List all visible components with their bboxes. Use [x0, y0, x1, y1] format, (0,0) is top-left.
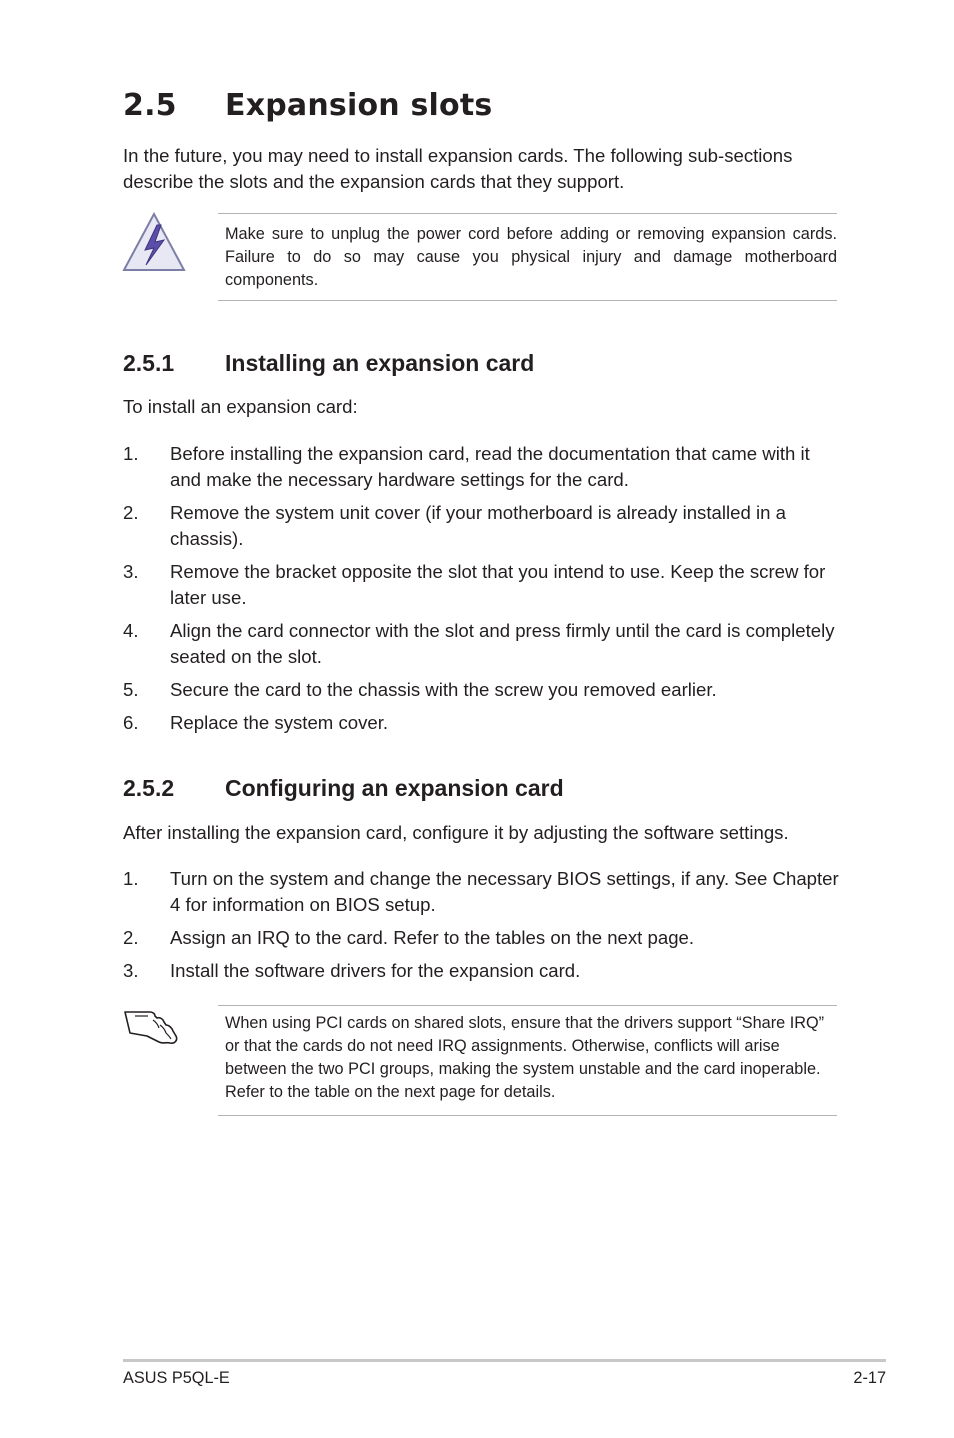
step-number: 6. [123, 712, 139, 733]
warning-note-text: Make sure to unplug the power cord before adding or removing expansion cards. Failure to do so may cause you physical injury and damage motherboard components. [225, 225, 837, 289]
subsection-title: Installing an expansion card [225, 350, 535, 376]
list-item [123, 677, 843, 703]
install-lead-text: To install an expansion card: [123, 396, 358, 417]
footer-divider [123, 1359, 886, 1362]
step-text: Turn on the system and change the necessary BIOS settings, if any. See Chapter 4 for information on BIOS setup. [170, 868, 839, 915]
step-number: 2. [123, 927, 139, 948]
warning-note [218, 213, 837, 301]
list-item [123, 925, 843, 951]
list-item [123, 958, 843, 984]
subsection-heading-configuring [123, 775, 564, 802]
step-number: 4. [123, 620, 139, 641]
step-text: Replace the system cover. [170, 712, 389, 733]
pointing-hand-icon [122, 1003, 182, 1052]
step-text: Remove the bracket opposite the slot that you intend to use. Keep the screw for later use. [170, 561, 826, 608]
step-number: 1. [123, 443, 139, 464]
step-text: Assign an IRQ to the card. Refer to the tables on the next page. [170, 927, 695, 948]
step-text: Secure the card to the chassis with the screw you removed earlier. [170, 679, 717, 700]
list-item [123, 866, 843, 918]
subsection-number: 2.5.1 [123, 350, 175, 376]
step-number: 5. [123, 679, 139, 700]
list-item [123, 618, 843, 670]
list-item [123, 500, 843, 552]
step-text: Install the software drivers for the expansion card. [170, 960, 581, 981]
hand-note [218, 1005, 837, 1116]
warning-lightning-icon [122, 212, 186, 277]
list-item [123, 710, 843, 736]
step-text: Before installing the expansion card, read the documentation that came with it and make the necessary hardware settings for the card. [170, 443, 810, 490]
configure-lead-text: After installing the expansion card, configure it by adjusting the software settings. [123, 822, 789, 843]
list-item [123, 441, 843, 493]
intro-paragraph: In the future, you may need to install expansion cards. The following sub-sections describe the slots and the expansion cards that they support. [123, 145, 793, 192]
step-text: Align the card connector with the slot and press firmly until the card is completely seated on the slot. [170, 620, 835, 667]
step-number: 3. [123, 561, 139, 582]
step-number: 2. [123, 502, 139, 523]
install-steps-list [123, 441, 843, 743]
section-title: Expansion slots [225, 88, 493, 123]
subsection-title: Configuring an expansion card [225, 775, 564, 801]
step-number: 3. [123, 960, 139, 981]
configure-steps-list [123, 866, 843, 991]
step-number: 1. [123, 868, 139, 889]
section-number: 2.5 [123, 88, 177, 123]
footer-product: ASUS P5QL-E [123, 1369, 230, 1387]
subsection-number: 2.5.2 [123, 775, 175, 801]
section-heading [123, 88, 492, 123]
step-text: Remove the system unit cover (if your motherboard is already installed in a chassis). [170, 502, 786, 549]
list-item [123, 559, 843, 611]
footer-page-number: 2-17 [853, 1369, 886, 1387]
subsection-heading-installing [123, 350, 534, 377]
hand-note-text: When using PCI cards on shared slots, ensure that the drivers support “Share IRQ” or that the cards do not need IRQ assignments. Otherwise, conflicts will arise between the two PCI groups, making the system unstable and the card inoperable. Refer to the table on the next page for details. [225, 1014, 825, 1101]
